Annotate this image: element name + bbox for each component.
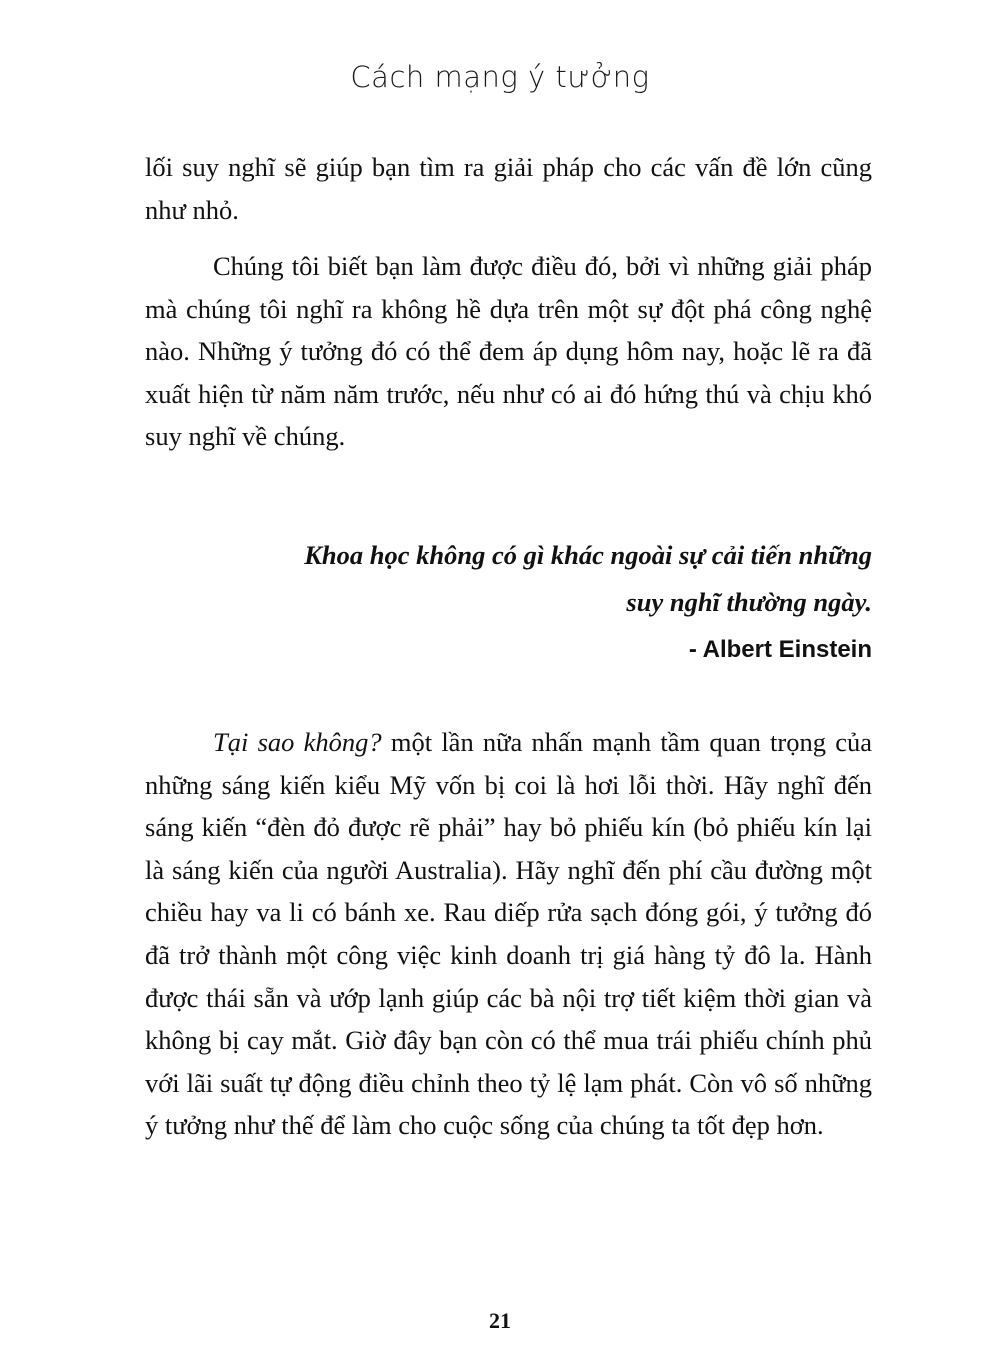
paragraph-3-italic-lead: Tại sao không? bbox=[213, 727, 382, 757]
quote-author: - Albert Einstein bbox=[688, 636, 872, 663]
running-header: Cách mạng ý tưởng bbox=[350, 60, 650, 94]
page-number: 21 bbox=[489, 1308, 511, 1333]
paragraph-2: Chúng tôi biết bạn làm được điều đó, bởi vì những giải pháp mà chúng tôi nghĩ ra không hề dựa trên một sự đột phá công nghệ nào. Những ý tưởng đó có thể đem áp dụng hôm nay, hoặc lẽ ra đã xuất hiện từ năm năm trước, nếu như có ai đó hứng thú và chịu khó suy nghĩ về chúng. bbox=[145, 251, 872, 452]
quote-line-1: Khoa học không có gì khác ngoài sự cải tiến những bbox=[304, 540, 872, 570]
paragraph-continued: lối suy nghĩ sẽ giúp bạn tìm ra giải pháp cho các vấn đề lớn cũng như nhỏ. bbox=[145, 152, 872, 225]
epigraph-quote bbox=[145, 532, 872, 626]
quote-line-2: suy nghĩ thường ngày. bbox=[626, 587, 872, 617]
paragraph-3-text: một lần nữa nhấn mạnh tầm quan trọng của những sáng kiến kiểu Mỹ vốn bị coi là hơi lỗi thời. Hãy nghĩ đến sáng kiến “đèn đỏ được rẽ phải” hay bỏ phiếu kín (bỏ phiếu kín lại là sáng kiến của người Australia). Hãy nghĩ đến phí cầu đường một chiều hay va li có bánh xe. Rau diếp rửa sạch đóng gói, ý tưởng đó đã trở thành một công việc kinh doanh trị giá hàng tỷ đô la. Hành được thái sẵn và ướp lạnh giúp các bà nội trợ tiết kiệm thời gian và không bị cay mắt. Giờ đây bạn còn có thể mua trái phiếu chính phủ với lãi suất tự động điều chỉnh theo tỷ lệ lạm phát. Còn vô số những ý tưởng như thế để làm cho cuộc sống của chúng ta tốt đẹp hơn. bbox=[145, 727, 872, 1141]
paragraph-3 bbox=[145, 721, 872, 1147]
